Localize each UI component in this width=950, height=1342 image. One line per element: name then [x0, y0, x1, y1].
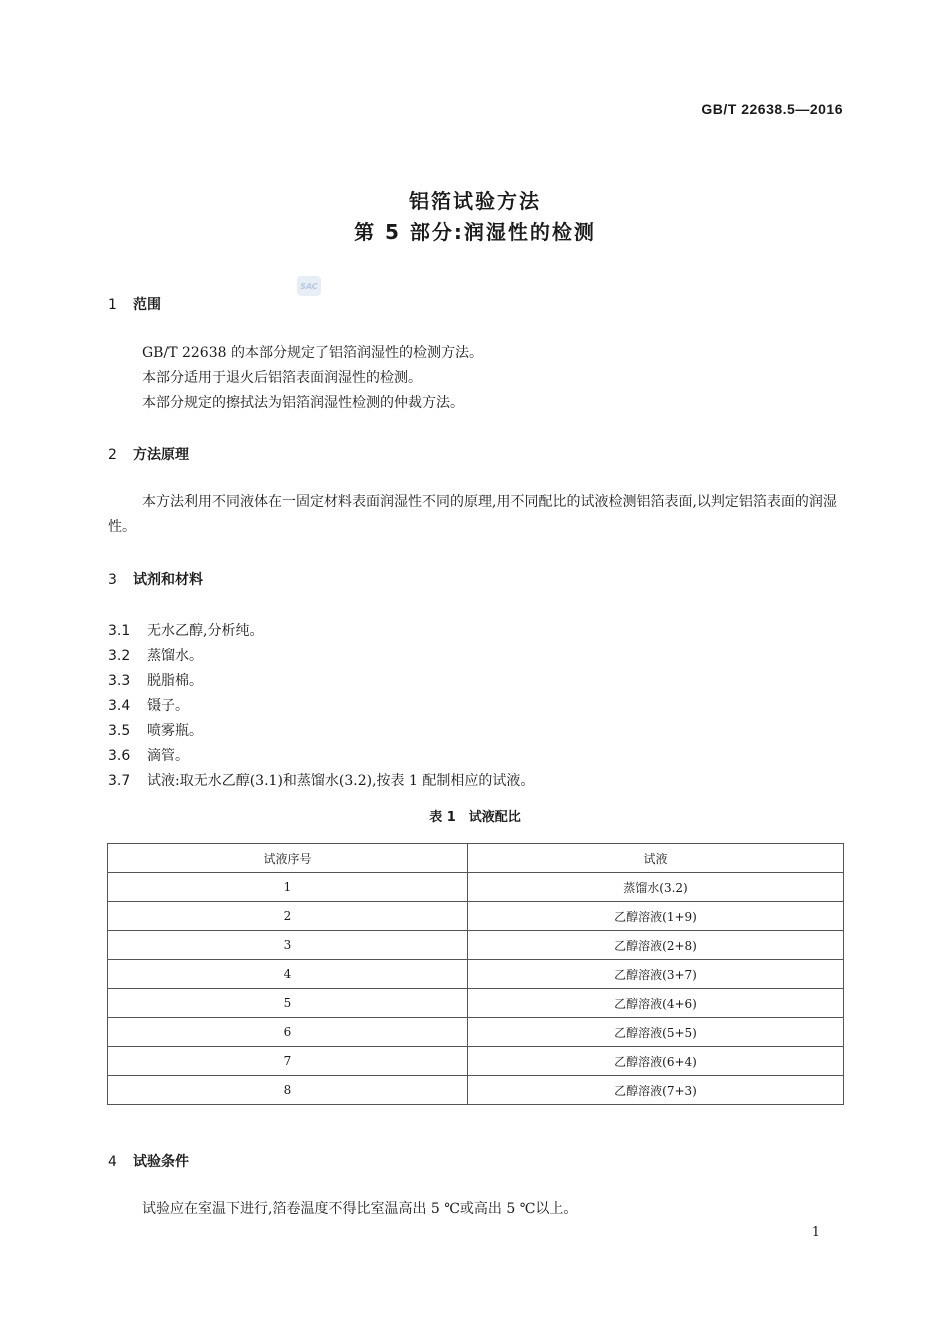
table-cell: 7 — [108, 1047, 468, 1076]
paragraph: 本方法利用不同液体在一固定材料表面润湿性不同的原理,用不同配比的试液检测铝箔表面,以判定铝箔表面的润湿性。 — [108, 494, 837, 535]
ratio-table — [107, 843, 844, 1105]
table-cell: 3 — [108, 931, 468, 960]
table-cell: 乙醇溶液(2+8) — [468, 931, 844, 960]
list-item: 3.2 蒸馏水。 — [108, 648, 203, 664]
list-item: 3.5 喷雾瓶。 — [108, 723, 203, 739]
table-cell: 乙醇溶液(5+5) — [468, 1018, 844, 1047]
table-header-cell: 试液 — [468, 844, 844, 873]
section-title: 方法原理 — [133, 447, 189, 463]
table-cell: 8 — [108, 1076, 468, 1105]
table-cell: 乙醇溶液(3+7) — [468, 960, 844, 989]
paragraph: 本部分规定的擦拭法为铝箔润湿性检测的仲裁方法。 — [142, 395, 464, 411]
list-item: 3.4 镊子。 — [108, 698, 189, 714]
list-item: 3.6 滴管。 — [108, 748, 189, 764]
list-item: 3.3 脱脂棉。 — [108, 673, 203, 689]
section-3-heading — [108, 569, 203, 589]
table-row — [108, 960, 844, 989]
document-subtitle: 第 5 部分:润湿性的检测 — [354, 220, 596, 244]
table-cell: 6 — [108, 1018, 468, 1047]
table-header-row — [108, 844, 844, 873]
document-title: 铝箔试验方法 — [409, 189, 541, 213]
paragraph: 试验应在室温下进行,箔卷温度不得比室温高出 5 ℃或高出 5 ℃以上。 — [142, 1201, 578, 1217]
table-cell: 乙醇溶液(7+3) — [468, 1076, 844, 1105]
table-cell: 乙醇溶液(1+9) — [468, 902, 844, 931]
table-cell: 5 — [108, 989, 468, 1018]
section-4-heading — [108, 1151, 189, 1171]
table-row — [108, 1076, 844, 1105]
section-number: 4 — [108, 1154, 117, 1170]
sac-watermark-logo: SAC — [297, 276, 321, 296]
section-title: 范围 — [133, 297, 161, 313]
page-number: 1 — [811, 1225, 820, 1240]
section-title: 试验条件 — [133, 1154, 189, 1170]
table-row — [108, 873, 844, 902]
table-cell: 2 — [108, 902, 468, 931]
section-2-heading — [108, 444, 189, 464]
table-cell: 乙醇溶液(6+4) — [468, 1047, 844, 1076]
table-cell: 4 — [108, 960, 468, 989]
paragraph: 本部分适用于退火后铝箔表面润湿性的检测。 — [142, 370, 422, 386]
table-header-cell: 试液序号 — [108, 844, 468, 873]
section-number: 2 — [108, 447, 117, 463]
list-item: 3.1 无水乙醇,分析纯。 — [108, 623, 264, 639]
standard-code: GB/T 22638.5—2016 — [701, 101, 843, 117]
list-item: 3.7 试液:取无水乙醇(3.1)和蒸馏水(3.2),按表 1 配制相应的试液。 — [108, 773, 535, 789]
section-number: 3 — [108, 572, 117, 588]
section-1-heading — [108, 294, 161, 314]
table-row — [108, 931, 844, 960]
table-row — [108, 989, 844, 1018]
table-cell: 乙醇溶液(4+6) — [468, 989, 844, 1018]
section-title: 试剂和材料 — [133, 572, 203, 588]
table-row — [108, 1047, 844, 1076]
table-cell: 蒸馏水(3.2) — [468, 873, 844, 902]
table-row — [108, 1018, 844, 1047]
section-number: 1 — [108, 297, 117, 313]
paragraph: GB/T 22638 的本部分规定了铝箔润湿性的检测方法。 — [142, 345, 483, 361]
table-cell: 1 — [108, 873, 468, 902]
table-row — [108, 902, 844, 931]
table-caption: 表 1 试液配比 — [429, 810, 521, 825]
